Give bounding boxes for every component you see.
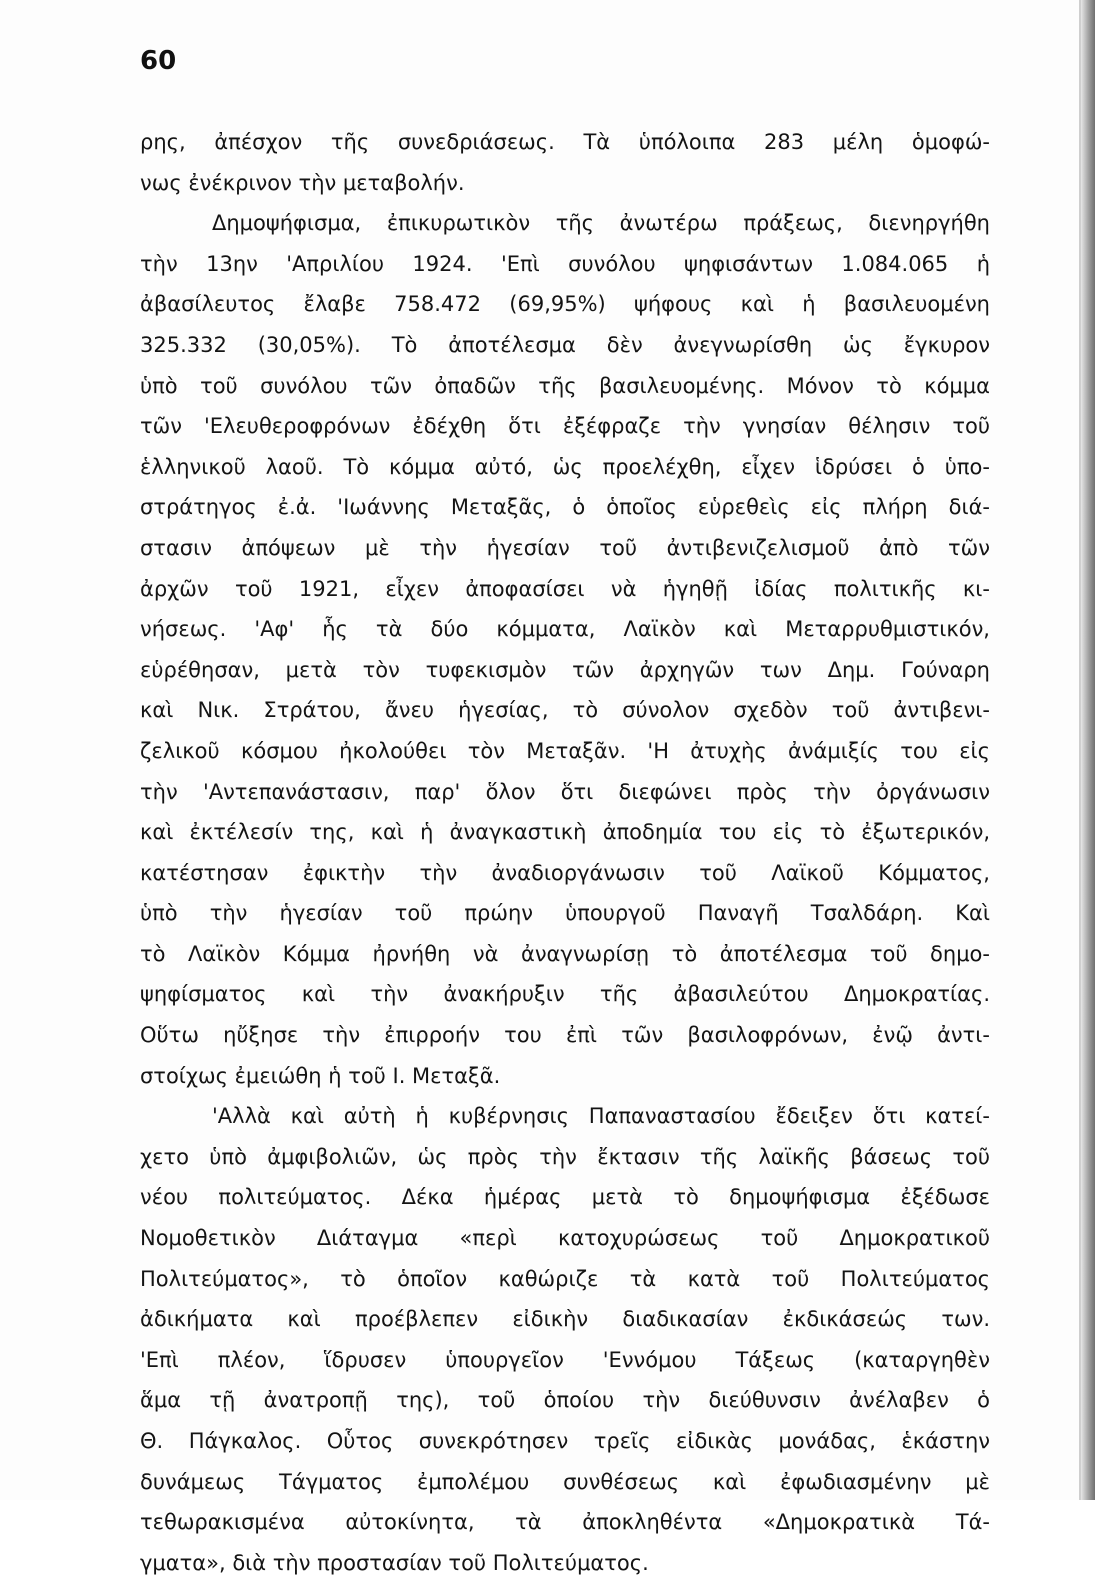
text-line: Δημοψήφισμα, ἐπικυρωτικὸν τῆς ἀνωτέρω πράξεως, διενηργήθη xyxy=(212,211,990,236)
text-line: γματα», διὰ τὴν προστασίαν τοῦ Πολιτεύματος. xyxy=(140,1550,649,1575)
text-line: ἀρχῶν τοῦ 1921, εἶχεν ἀποφασίσει νὰ ἡγηθῇ ἰδίας πολιτικῆς κι- xyxy=(140,576,990,601)
page-number: 60 xyxy=(140,46,177,76)
text-line: στασιν ἀπόψεων μὲ τὴν ἡγεσίαν τοῦ ἀντιβενιζελισμοῦ ἀπὸ τῶν xyxy=(140,535,990,560)
text-line: 'Αλλὰ καὶ αὐτὴ ἡ κυβέρνησις Παπαναστασίου ἔδειξεν ὅτι κατεί- xyxy=(212,1104,990,1129)
text-line: ζελικοῦ κόσμου ἠκολούθει τὸν Μεταξᾶν. 'Η ἀτυχὴς ἀνάμιξίς του εἰς xyxy=(140,738,990,763)
text-line: νήσεως. 'Αφ' ἧς τὰ δύο κόμματα, Λαϊκὸν καὶ Μεταρρυθμιστικόν, xyxy=(140,617,990,642)
text-line: καὶ ἐκτέλεσίν της, καὶ ἡ ἀναγκαστικὴ ἀποδημία του εἰς τὸ ἐξωτερικόν, xyxy=(140,820,990,845)
text-line: 'Επὶ πλέον, ἵδρυσεν ὑπουργεῖον 'Εννόμου Τάξεως (καταργηθὲν xyxy=(140,1347,990,1372)
text-line: χετο ὑπὸ ἀμφιβολιῶν, ὡς πρὸς τὴν ἔκτασιν τῆς λαϊκῆς βάσεως τοῦ xyxy=(140,1144,990,1169)
text-line: καὶ Νικ. Στράτου, ἄνευ ἡγεσίας, τὸ σύνολον σχεδὸν τοῦ ἀντιβενι- xyxy=(140,698,990,723)
text-line: τεθωρακισμένα αὐτοκίνητα, τὰ ἀποκληθέντα «Δημοκρατικὰ Τά- xyxy=(140,1510,990,1535)
text-line: Πολιτεύματος», τὸ ὁποῖον καθώριζε τὰ κατὰ τοῦ Πολιτεύματος xyxy=(140,1266,990,1291)
text-line: νέου πολιτεύματος. Δέκα ἡμέρας μετὰ τὸ δημοψήφισμα ἐξέδωσε xyxy=(140,1185,990,1210)
text-line: κατέστησαν ἐφικτὴν τὴν ἀναδιοργάνωσιν τοῦ Λαϊκοῦ Κόμματος, xyxy=(140,860,990,885)
text-line: στοίχως ἐμειώθη ἡ τοῦ Ι. Μεταξᾶ. xyxy=(140,1063,501,1088)
text-line: νως ἐνέκρινον τὴν μεταβολήν. xyxy=(140,170,465,195)
text-line: ψηφίσματος καὶ τὴν ἀνακήρυξιν τῆς ἀβασιλεύτου Δημοκρατίας. xyxy=(140,982,990,1007)
text-line: ὑπὸ τοῦ συνόλου τῶν ὀπαδῶν τῆς βασιλευομένης. Μόνον τὸ κόμμα xyxy=(140,373,990,398)
text-line: στράτηγος ἐ.ἀ. 'Ιωάννης Μεταξᾶς, ὁ ὁποῖος εὑρεθεὶς εἰς πλήρη διά- xyxy=(140,495,990,520)
text-line: δυνάμεως Τάγματος ἐμπολέμου συνθέσεως καὶ ἐφωδιασμένην μὲ xyxy=(140,1469,990,1494)
text-line: εὑρέθησαν, μετὰ τὸν τυφεκισμὸν τῶν ἀρχηγῶν των Δημ. Γούναρη xyxy=(140,657,990,682)
text-line: ἑλληνικοῦ λαοῦ. Τὸ κόμμα αὐτό, ὡς προελέχθη, εἶχεν ἱδρύσει ὁ ὑπο- xyxy=(140,454,990,479)
text-line: τὸ Λαϊκὸν Κόμμα ἠρνήθη νὰ ἀναγνωρίσῃ τὸ ἀποτέλεσμα τοῦ δημο- xyxy=(140,941,990,966)
text-line: Θ. Πάγκαλος. Οὗτος συνεκρότησεν τρεῖς εἰδικὰς μονάδας, ἑκάστην xyxy=(140,1429,990,1453)
text-line: Νομοθετικὸν Διάταγμα «περὶ κατοχυρώσεως τοῦ Δημοκρατικοῦ xyxy=(140,1226,990,1251)
text-line: ρης, ἀπέσχον τῆς συνεδριάσεως. Τὰ ὑπόλοιπα 283 μέλη ὁμοφώ- xyxy=(140,130,990,154)
text-line: Οὕτω ηὔξησε τὴν ἐπιρροήν του ἐπὶ τῶν βασιλοφρόνων, ἐνῷ ἀντι- xyxy=(140,1023,990,1048)
body-text xyxy=(140,122,990,1583)
text-line: ἅμα τῇ ἀνατροπῇ της), τοῦ ὁποίου τὴν διεύθυνσιν ἀνέλαβεν ὁ xyxy=(140,1388,990,1413)
text-line: τὴν 13ην 'Απριλίου 1924. 'Επὶ συνόλου ψηφισάντων 1.084.065 ἡ xyxy=(140,251,990,276)
text-line: ἀβασίλευτος ἔλαβε 758.472 (69,95%) ψήφους καὶ ἡ βασιλευομένη xyxy=(140,292,990,317)
text-line: ἀδικήματα καὶ προέβλεπεν εἰδικὴν διαδικασίαν ἐκδικάσεώς των. xyxy=(140,1307,990,1332)
page-edge-shadow xyxy=(1081,0,1095,1500)
text-line: ὑπὸ τὴν ἡγεσίαν τοῦ πρώην ὑπουργοῦ Παναγῆ Τσαλδάρη. Καὶ xyxy=(140,901,990,926)
text-line: τὴν 'Αντεπανάστασιν, παρ' ὅλον ὅτι διεφώνει πρὸς τὴν ὀργάνωσιν xyxy=(140,779,990,804)
text-line: τῶν 'Ελευθεροφρόνων ἐδέχθη ὅτι ἐξέφραζε τὴν γνησίαν θέλησιν τοῦ xyxy=(140,414,990,439)
text-line: 325.332 (30,05%). Τὸ ἀποτέλεσμα δὲν ἀνεγνωρίσθη ὡς ἔγκυρον xyxy=(140,332,990,357)
